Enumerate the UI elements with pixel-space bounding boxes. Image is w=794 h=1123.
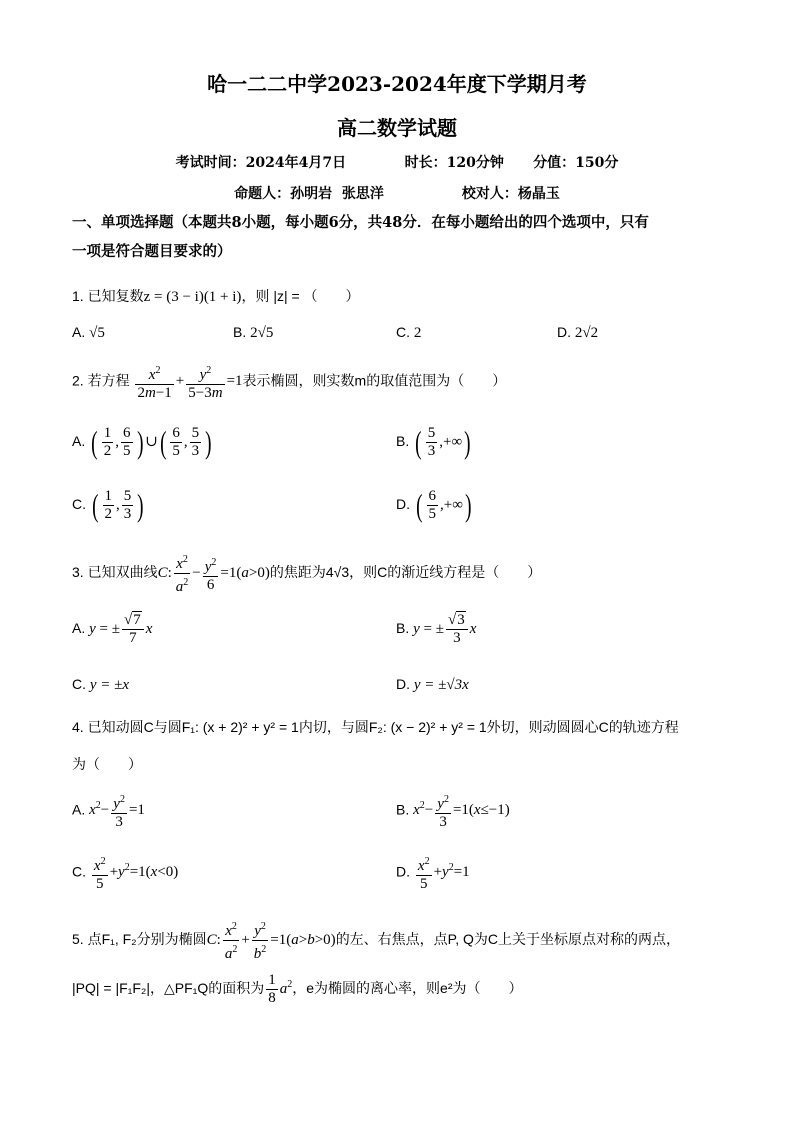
section-heading-line1: 一、单项选择题（本题共8小题，每小题6分，共48分．在每小题给出的四个选项中，只有 xyxy=(72,214,649,231)
option-label: A. xyxy=(72,801,86,818)
question-text: 已知复数 xyxy=(87,288,144,304)
option-label: B. xyxy=(396,619,410,636)
question-2-option-b xyxy=(396,424,473,461)
question-number: 1. xyxy=(72,288,84,304)
question-3-stem xyxy=(72,551,541,596)
option-value: $x^2-$ $\frac{y^2}{3}$ =1 xyxy=(89,794,145,830)
option-value: 2√5 xyxy=(250,325,274,341)
question-3-option-c xyxy=(72,676,129,694)
question-1-option-c xyxy=(396,324,421,342)
exam-score: 分值：150分 xyxy=(533,155,619,171)
question-4-option-c xyxy=(72,853,178,893)
hyperbola-equation: C: $\frac{x^2}{a^2}$ − $\frac{y^2}{6}$ =1(a>0) xyxy=(157,554,270,595)
question-text: ，e为椭圆的离心率，则e²为（ ） xyxy=(292,979,523,996)
option-label: D. xyxy=(396,863,410,880)
exam-authors: 命题人：孙明岩 张思洋 xyxy=(234,186,384,202)
option-label: C. xyxy=(396,324,410,340)
question-text: 的焦距为4√3，则C的渐近线方程是（ ） xyxy=(269,563,542,580)
option-value: y = ±x xyxy=(89,677,130,693)
option-value: ( $\frac{6}{5}$ ,+∞) xyxy=(416,487,472,523)
option-value: y = ±√3x xyxy=(413,677,469,693)
option-label: A. xyxy=(72,432,86,449)
option-value: y = ± $\frac{√7}{7}$ x xyxy=(89,612,153,646)
option-label: B. xyxy=(396,801,410,818)
question-4-option-b xyxy=(396,791,510,831)
question-3-option-b xyxy=(396,612,476,647)
question-2-option-d xyxy=(396,487,474,524)
option-value: 2√2 xyxy=(574,325,599,341)
question-number: 2. xyxy=(72,372,84,389)
question-text: 点F₁, F₂分别为椭圆 xyxy=(87,930,207,947)
question-4-option-d xyxy=(396,853,470,893)
question-1-stem xyxy=(72,286,360,306)
exam-time: 考试时间：2024年4月7日 xyxy=(175,155,347,171)
question-1-option-d xyxy=(557,324,598,342)
question-2-stem xyxy=(72,362,506,402)
option-value: ( $\frac{5}{3}$ ,+∞) xyxy=(415,424,471,460)
question-1-option-b xyxy=(233,324,273,342)
option-value: ( $\frac{1}{2}$ , $\frac{6}{5}$ ) ∪( $\frac{6}{5}$ , $\frac{5}{3}$ ) xyxy=(91,424,212,460)
question-2-option-c xyxy=(72,487,146,524)
question-1-option-a xyxy=(72,324,105,342)
question-4-option-a xyxy=(72,791,145,831)
question-5-stem-line2 xyxy=(72,972,523,1007)
question-text: |PQ| = |F₁F₂|，△PF₁Q的面积为 xyxy=(72,979,265,996)
ellipse-equation: C: $\frac{x^2}{a^2}$ + $\frac{y^2}{b^2}$ =1(a>b>0) xyxy=(206,921,336,962)
question-number: 5. xyxy=(72,930,84,947)
option-label: B. xyxy=(396,432,410,449)
question-text: 已知双曲线 xyxy=(87,563,158,580)
option-value: $\frac{x^2}{5}$ $+y^2=1(x<0)$ xyxy=(93,856,179,892)
question-4-stem-line1 xyxy=(72,717,679,737)
question-4-stem-line2: 为（ ） xyxy=(72,756,142,772)
exam-staff-line xyxy=(0,183,794,203)
exam-subtitle: 高二数学试题 xyxy=(337,116,457,140)
section-heading-line2: 一项是符合题目要求的） xyxy=(72,243,232,260)
question-3-option-a xyxy=(72,612,152,647)
question-3-option-d xyxy=(396,676,469,694)
question-text: 表示椭圆，则实数m的取值范围为（ ） xyxy=(242,372,507,389)
option-label: C. xyxy=(72,495,86,512)
option-value: $x^2-$ $\frac{y^2}{3}$ =1(x≤−1) xyxy=(413,794,510,830)
question-text: 的左、右焦点，点P, Q为C上关于坐标原点对称的两点， xyxy=(335,930,680,947)
area-expression: $\frac{1}{8}$ $a^2$ xyxy=(268,972,293,1006)
option-label: D. xyxy=(557,324,571,340)
option-value: $\frac{x^2}{5}$ $+y^2=1$ xyxy=(417,856,470,892)
question-2-option-a xyxy=(72,424,214,461)
option-label: B. xyxy=(233,324,247,340)
option-label: A. xyxy=(72,324,86,340)
option-label: D. xyxy=(396,676,410,692)
question-5-stem-line1 xyxy=(72,918,680,963)
exam-proofreader: 校对人：杨晶玉 xyxy=(461,186,560,202)
option-label: C. xyxy=(72,863,86,880)
option-label: D. xyxy=(396,495,410,512)
ellipse-equation: $\frac{x^2}{2m-1}$ + $\frac{y^2}{5-3m}$ =1 xyxy=(137,365,243,401)
question-text: 若方程 xyxy=(87,372,130,389)
question-number: 4. xyxy=(72,719,84,735)
option-label: A. xyxy=(72,619,86,636)
option-value: √5 xyxy=(89,325,105,341)
option-value: 2 xyxy=(413,325,422,341)
option-value: y = ± $\frac{√3}{3}$ x xyxy=(413,612,477,646)
question-number: 3. xyxy=(72,563,84,580)
option-label: C. xyxy=(72,676,86,692)
section-heading xyxy=(72,208,732,266)
exam-duration: 时长：120分钟 xyxy=(404,155,504,171)
option-value: ( $\frac{1}{2}$ , $\frac{5}{3}$ ) xyxy=(92,487,144,523)
math-expression: z = (3 − i)(1 + i) xyxy=(143,289,242,305)
exam-title: 哈一二二中学2023-2024年度下学期月考 xyxy=(207,72,587,96)
exam-info-line xyxy=(0,152,794,172)
question-text: 已知动圆C与圆F₁: (x + 2)² + y² = 1内切，与圆F₂: (x − 2)² + y² = 1外切，则动圆圆心C的轨迹方程 xyxy=(87,719,679,735)
question-text: ，则 |z| = （ ） xyxy=(241,288,360,304)
